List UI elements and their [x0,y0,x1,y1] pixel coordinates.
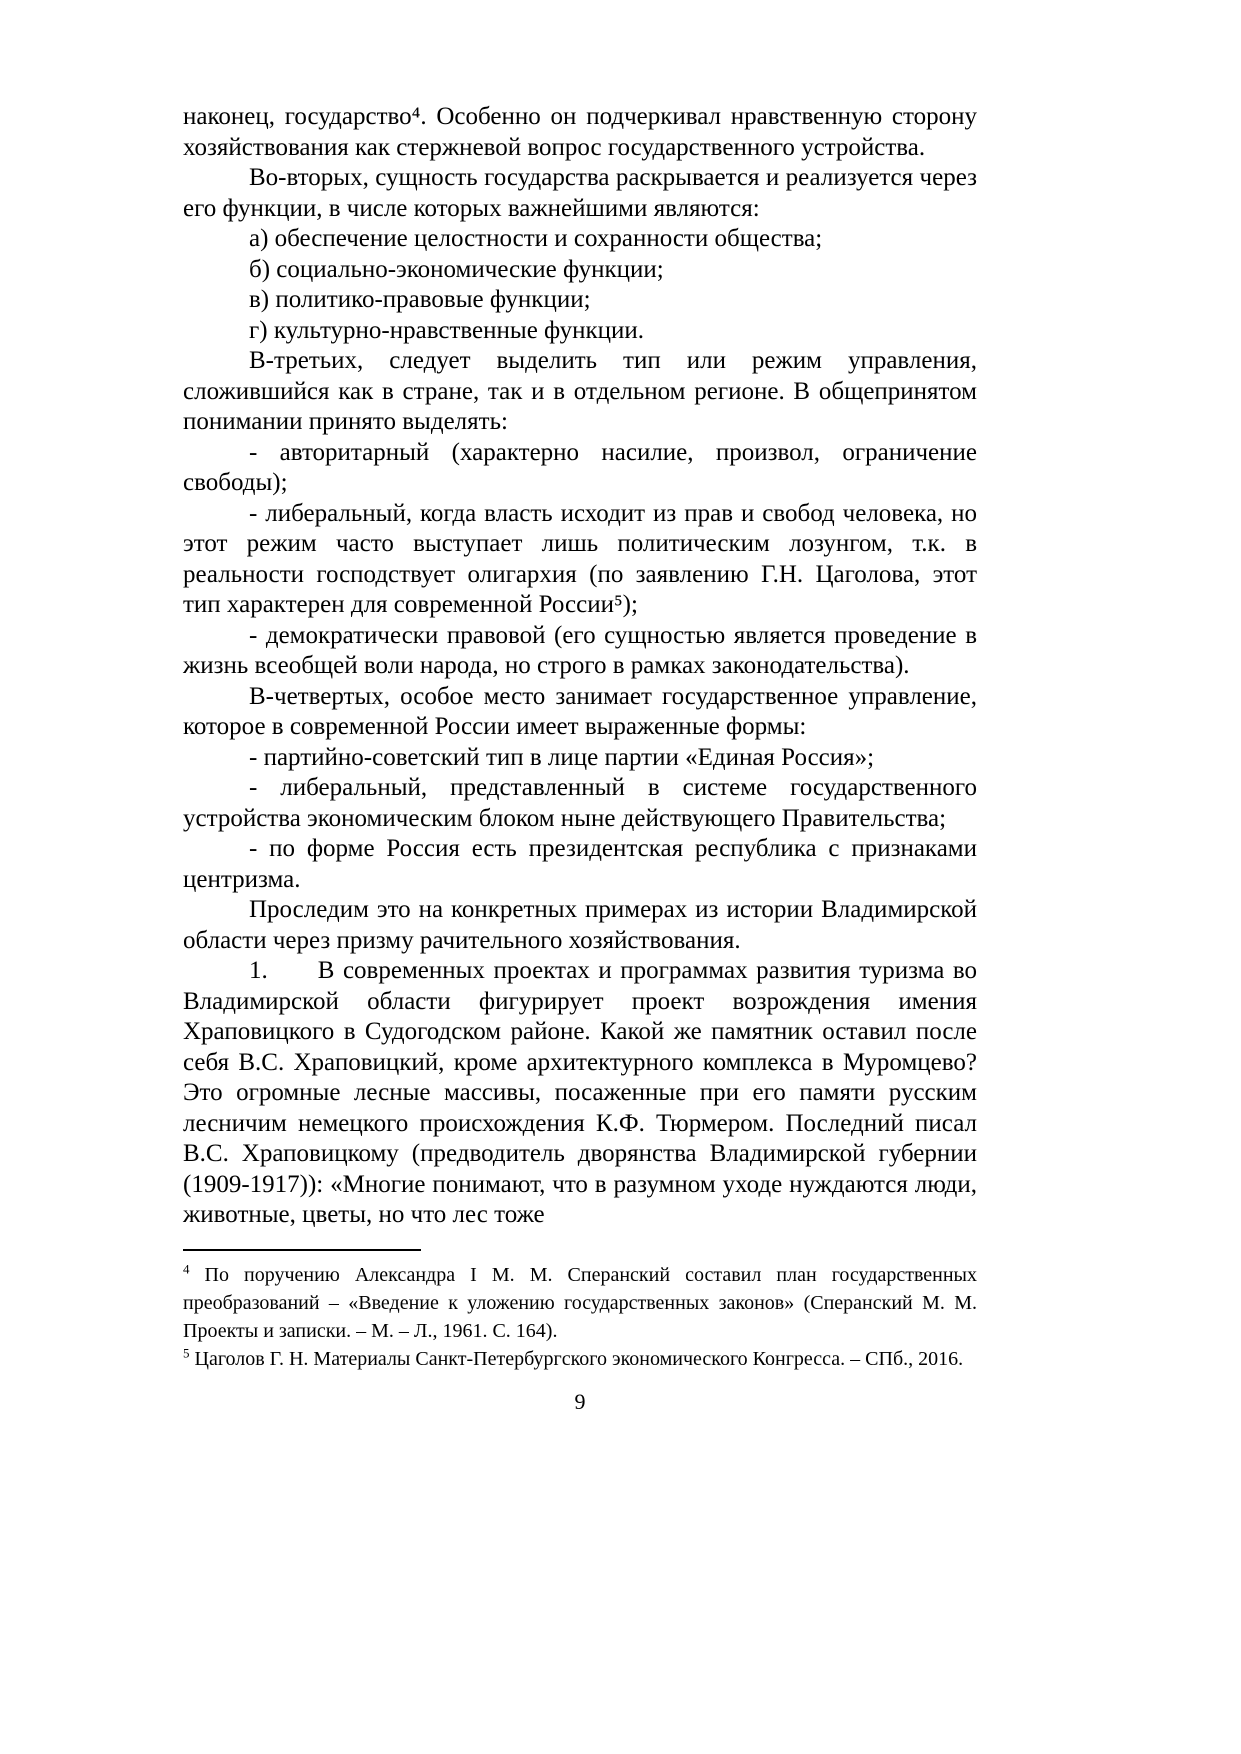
footnotes [183,1261,977,1373]
paragraph: в) политико-правовые функции; [249,286,591,313]
paragraph: б) социально-экономические функции; [249,255,664,283]
paragraph: Проследим это на конкретных примерах из истории Владимирской области через призму рачительного хозяйствования. [183,896,977,954]
footnote-separator [183,1249,421,1251]
paragraph: В-третьих, следует выделить тип или режим управления, сложившийся как в стране, так и в отдельном регионе. В общепринятом понимании принято выделять: [183,347,977,435]
paragraph: - либеральный, когда власть исходит из прав и свобод человека, но этот режим часто выступает лишь политическим лозунгом, т.к. в реальности господствует олигархия (по заявлению Г.Н. Цаголова, этот тип характерен для современной России⁵); [183,499,977,618]
paragraph: - авторитарный (характерно насилие, произвол, ограничение свободы); [183,438,977,496]
paragraph: г) культурно-нравственные функции. [249,316,645,344]
paragraph: - по форме Россия есть президентская республика с признаками центризма. [183,835,977,893]
text-block [183,102,977,1415]
paragraph: В-четвертых, особое место занимает государственное управление, которое в современной России имеет выраженные формы: [183,682,977,740]
footnote-text: По поручению Александра I М. М. Сперанский составил план государственных преобразований – «Введение к уложению государственных законов» (Сперанский М. М. Проекты и записки. – М. – Л., 1961. С. 164). [183,1263,977,1342]
page-number: 9 [574,1388,586,1414]
footnote-marker: 4 [183,1260,190,1276]
footnote-text: Цаголов Г. Н. Материалы Санкт-Петербургского экономического Конгресса. – СПб., 2016. [189,1347,964,1370]
paragraph: - демократически правовой (его сущностью является проведение в жизнь всеобщей воли народа, но строго в рамках законодательства). [183,621,977,679]
footnote [183,1261,977,1345]
document-body [183,102,977,1231]
paragraph: наконец, государство⁴. Особенно он подчеркивал нравственную сторону хозяйствования как стержневой вопрос государственного устройства. [183,103,977,161]
paragraph: - либеральный, представленный в системе государственного устройства экономическим блоком ныне действующего Правительства; [183,774,977,832]
footnote-marker: 5 [183,1344,190,1360]
paragraph: - партийно-советский тип в лице партии «Единая Россия»; [249,743,875,771]
paragraph: Во-вторых, сущность государства раскрывается и реализуется через его функции, в числе которых важнейшими являются: [183,164,977,222]
paragraph: а) обеспечение целостности и сохранности общества; [249,225,823,252]
paragraph: 1. В современных проектах и программах развития туризма во Владимирской области фигурирует проект возрождения имения Храповицкого в Судогодском районе. Какой же памятник оставил после себя В.С. Храповицкий, кроме архитектурного комплекса в Муромцево? Это огромные лесные массивы, посаженные при его памяти русским лесничим немецкого происхождения К.Ф. Тюрмером. Последний писал В.С. Храповицкому (предводитель дворянства Владимирской губернии (1909-1917)): «Многие понимают, что в разумном уходе нуждаются люди, животные, цветы, но что лес тоже [183,957,977,1228]
footnote [183,1345,977,1373]
